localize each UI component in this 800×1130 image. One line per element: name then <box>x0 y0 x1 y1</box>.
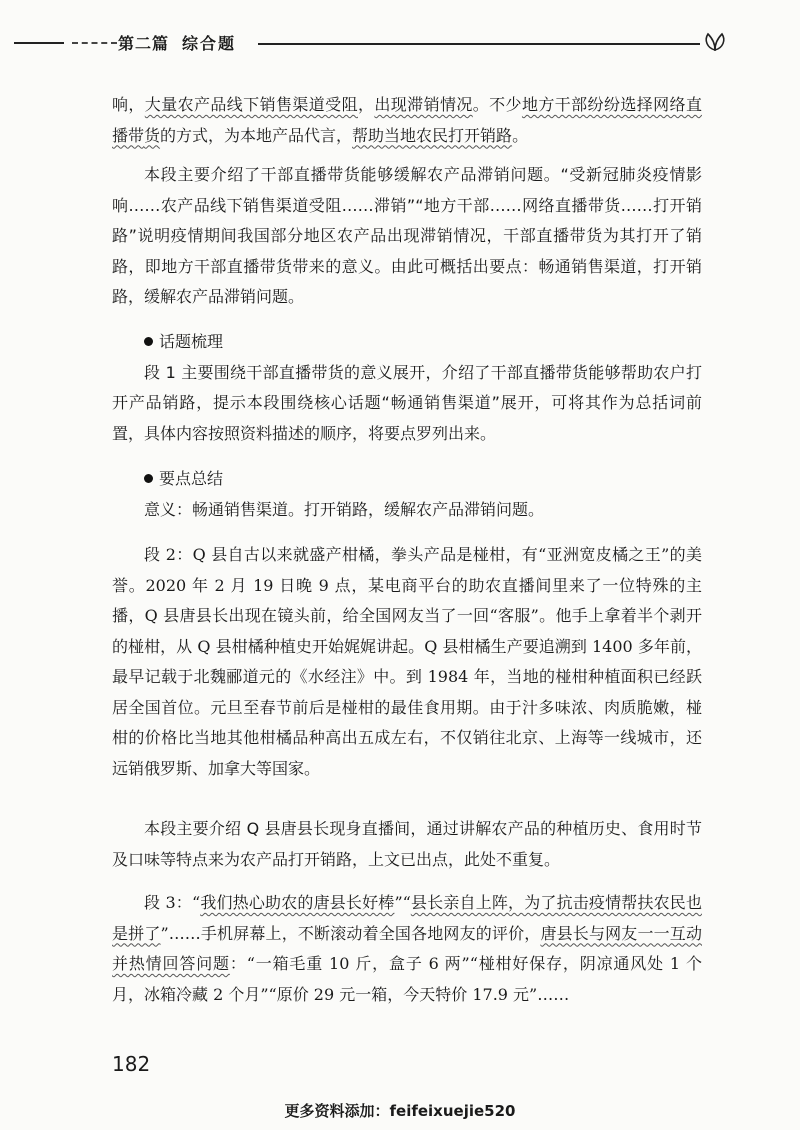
text-run: ”“ <box>394 893 411 912</box>
header-rule-right <box>258 43 700 45</box>
section-text: 意义：畅通销售渠道。打开销路，缓解农产品滞销问题。 <box>144 499 545 519</box>
text-run: 段 3：“ <box>144 893 201 912</box>
section-heading: 话题梳理 <box>159 332 224 351</box>
watermark-text: 更多资料添加：feifeixuejie520 <box>284 1102 516 1120</box>
text-run: ：“一箱毛重 10 斤，盒子 6 两”“椪柑好保存，阴凉通风处 1 个月，冰箱冷藏 2 个月”“原价 29 元一箱，今天特价 17.9 元”…… <box>112 954 702 1004</box>
source-text: 段 2：Q 县自古以来就盛产柑橘，拳头产品是椪柑，有“亚洲宽皮橘之王”的美誉。2020 年 2 月 19 日晚 9 点，某电商平台的助农直播间里来了一位特殊的主播，Q 县唐县长出现在镜头前，给全国网友当了一回“客服”。他手上拿着半个剥开的椪柑，从 Q 县柑橘种植史开始娓娓讲起。Q 县柑橘生产要追溯到 1400 多年前，最早记载于北魏郦道元的《水经注》中。到 1984 年，当地的椪柑种植面积已经跃居全国首位。元旦至春节前后是椪柑的最佳食用期。由于汁多味浓、肉质脆嫩，椪柑的价格比当地其他柑橘品种高出五成左右，不仅销往北京、上海等一线城市，还远销俄罗斯、加拿大等国家。 <box>112 545 702 778</box>
highlight-run: 出现滞销情况 <box>374 95 473 114</box>
header-rule-left <box>14 42 64 44</box>
highlight-run: 大量农产品线下销售渠道受阻 <box>144 95 358 114</box>
bullet-dot-icon <box>144 474 153 483</box>
highlight-run: 帮助当地农民打开销路 <box>352 125 513 145</box>
source-paragraph-2 <box>112 540 702 784</box>
analysis-paragraph-2 <box>112 814 702 875</box>
analysis-text: 本段主要介绍了干部直播带货能够缓解农产品滞销问题。“受新冠肺炎疫情影响……农产品线下销售渠道受阻……滞销”“地方干部……网络直播带货……打开销路”说明疫情期间我国部分地区农产品出现滞销情况，干部直播带货为其打开了销路，即地方干部直播带货带来的意义。由此可概括出要点：畅通销售渠道，打开销路，缓解农产品滞销问题。 <box>112 165 702 306</box>
text-run: 。 <box>512 125 529 145</box>
text-run: 响， <box>112 95 145 114</box>
section-topic-sorting <box>112 327 702 449</box>
text-run: ”……手机屏幕上，不断滚动着全国各地网友的评价， <box>160 923 541 943</box>
highlight-run: 县长亲自上阵，为了抗击疫情帮扶农民也是拼了 <box>112 893 702 943</box>
highlight-run: 我们热心助农的唐县长好棒 <box>200 893 395 912</box>
page-number: 182 <box>112 1052 151 1076</box>
bullet-dot-icon <box>144 337 153 346</box>
header-dashes <box>72 42 117 44</box>
section-heading: 要点总结 <box>159 469 224 488</box>
highlight-run: 唐县长与网友一一互动并热情回答问题 <box>112 923 702 973</box>
header-part-label: 第二篇 <box>118 34 170 53</box>
header-topic-label: 综合题 <box>182 34 237 53</box>
section-key-points <box>112 464 702 525</box>
highlight-run: 地方干部纷纷选择网络直播带 <box>112 95 702 145</box>
text-run: 。不少 <box>472 95 522 114</box>
text-run: ， <box>357 95 375 114</box>
text-run: 的方式，为本地产品代言， <box>160 125 353 145</box>
section-text: 段 1 主要围绕干部直播带货的意义展开，介绍了干部直播带货能够帮助农户打开产品销路，提示本段围绕核心话题“畅通销售渠道”展开，可将其作为总括词前置，具体内容按照资料描述的顺序，将要点罗列出来。 <box>112 362 702 443</box>
analysis-paragraph-1 <box>112 160 702 313</box>
highlight-run: 货 <box>144 125 161 145</box>
running-header <box>14 30 786 56</box>
paragraph-1-continuation <box>112 90 702 151</box>
analysis-text: 本段主要介绍 Q 县唐县长现身直播间，通过讲解农产品的种植历史、食用时节及口味等特点来为农产品打开销路，上文已出点，此处不重复。 <box>112 819 702 869</box>
source-paragraph-3 <box>112 888 702 1010</box>
leaf-ornament-icon <box>702 30 728 54</box>
